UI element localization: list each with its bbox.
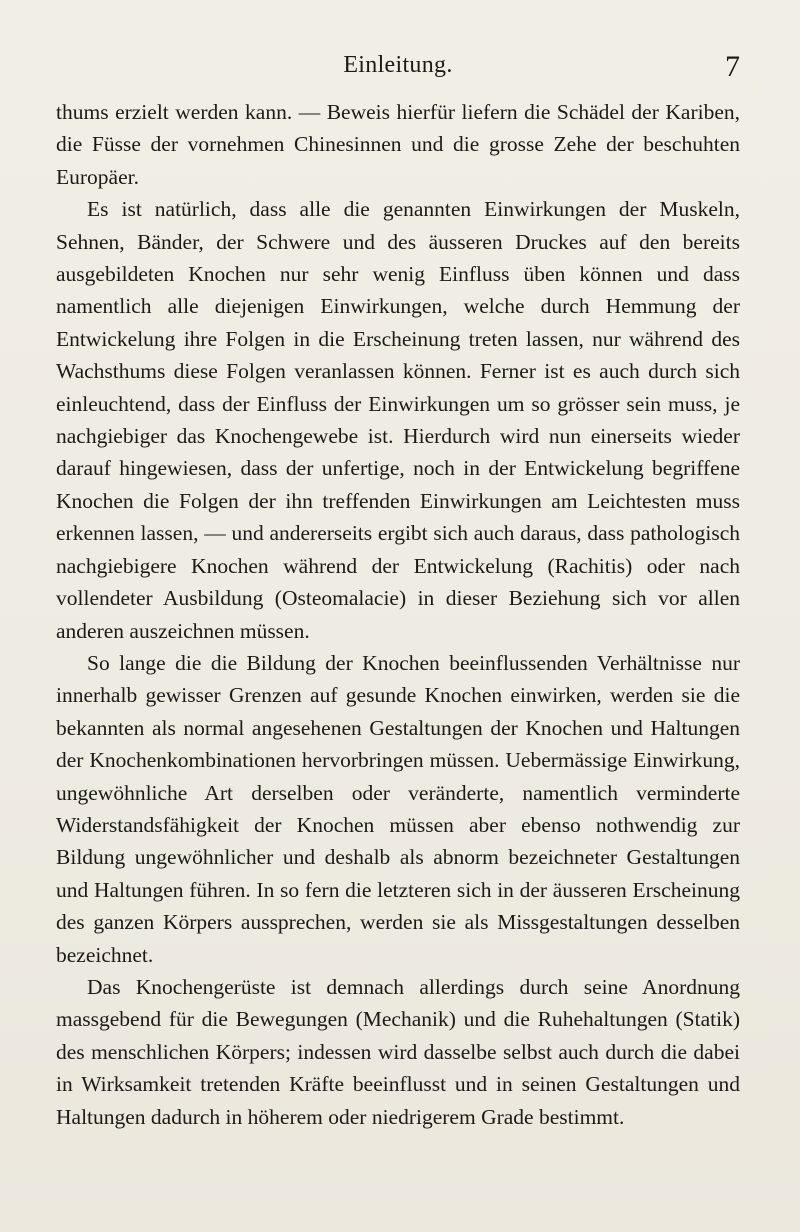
paragraph: So lange die die Bildung der Knochen beeinflussenden Verhältnisse nur innerhalb gewisser Grenzen auf gesunde Knochen einwirken, werden sie die bekannten als normal angesehenen Gestaltungen der Knochen und Haltungen der Knochenkombinationen hervorbringen müssen. Uebermässige Einwirkung, ungewöhnliche Art derselben oder veränderte, namentlich verminderte Widerstandsfähigkeit der Knochen müssen aber ebenso nothwendig zur Bildung ungewöhnlicher und deshalb als abnorm bezeichneter Gestaltungen und Haltungen führen. In so fern die letzteren sich in der äusseren Erscheinung des ganzen Körpers aussprechen, werden sie als Missgestaltungen desselben bezeichnet. — [56, 650, 740, 967]
running-head — [56, 52, 740, 82]
page-number: 7 — [725, 50, 740, 83]
paragraph: Es ist natürlich, dass alle die genannten Einwirkungen der Muskeln, Sehnen, Bänder, der Schwere und des äusseren Druckes auf den bereits ausgebildeten Knochen nur sehr wenig Einfluss üben können und dass namentlich alle diejenigen Einwirkungen, welche durch Hemmung der Entwickelung ihre Folgen in die Erscheinung treten lassen, nur während des Wachsthums diese Folgen veranlassen können. Ferner ist es auch durch sich einleuchtend, dass der Einfluss der Einwirkungen um so grösser sein muss, je nachgiebiger das Knochengewebe ist. Hierdurch wird nun einerseits wieder darauf hingewiesen, dass der unfertige, noch in der Entwickelung begriffene Knochen die Folgen der ihn treffenden Einwirkungen am Leichtesten muss erkennen lassen, — und andererseits ergibt sich auch daraus, dass pathologisch nachgiebigere Knochen während der Entwickelung (Rachitis) oder nach vollendeter Ausbildung (Osteomalacie) in dieser Beziehung sich vor allen anderen auszeichnen müssen. — [56, 197, 740, 643]
running-title: Einleitung. — [343, 52, 453, 78]
paragraph: Das Knochengerüste ist demnach allerdings durch seine Anordnung massgebend für die Bewegungen (Mechanik) und die Ruhehaltungen (Statik) des menschlichen Körpers; indessen wird dasselbe selbst auch durch die dabei in Wirksamkeit tretenden Kräfte beeinflusst und in seinen Gestaltungen und Haltungen dadurch in höherem oder niedrigerem Grade bestimmt. — [56, 974, 740, 1129]
paragraph-continued: thums erzielt werden kann. — Beweis hierfür liefern die Schädel der Kariben, die Füsse der vornehmen Chinesinnen und die grosse Zehe der beschuhten Europäer. — [56, 100, 740, 189]
body-text — [56, 96, 740, 1133]
